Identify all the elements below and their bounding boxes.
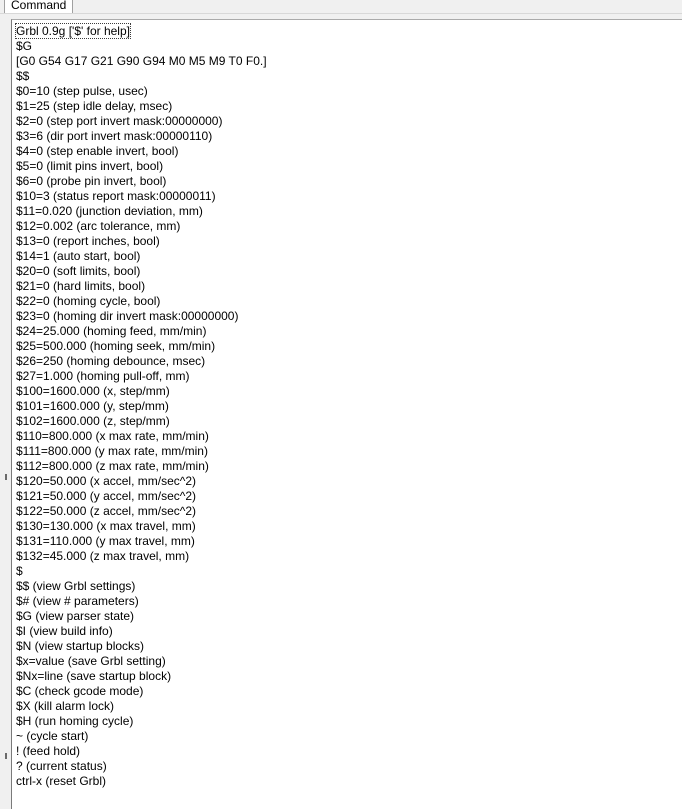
console-line-text: $G (view parser state) bbox=[16, 609, 135, 623]
console-line bbox=[16, 669, 682, 684]
console-line bbox=[16, 519, 682, 534]
console-line bbox=[16, 429, 682, 444]
console-line bbox=[16, 549, 682, 564]
console-line-text: $13=0 (report inches, bool) bbox=[16, 234, 160, 248]
console-line-text: Grbl 0.9g ['$' for help] bbox=[16, 24, 130, 38]
console-line-text: $$ (view Grbl settings) bbox=[16, 579, 136, 593]
console-line bbox=[16, 639, 682, 654]
console-line bbox=[16, 504, 682, 519]
console-line-text: $23=0 (homing dir invert mask:00000000) bbox=[16, 309, 239, 323]
console-line bbox=[16, 204, 682, 219]
console-line-text: $6=0 (probe pin invert, bool) bbox=[16, 174, 167, 188]
console-line-text: $1=25 (step idle delay, msec) bbox=[16, 99, 173, 113]
console-line bbox=[16, 699, 682, 714]
console-line bbox=[16, 489, 682, 504]
console-line bbox=[16, 729, 682, 744]
console-line bbox=[16, 189, 682, 204]
console-line-text: $11=0.020 (junction deviation, mm) bbox=[16, 204, 203, 218]
console-line-text: ~ (cycle start) bbox=[16, 729, 89, 743]
console-line bbox=[16, 129, 682, 144]
tab-divider bbox=[0, 13, 682, 14]
console-line-text: $X (kill alarm lock) bbox=[16, 699, 115, 713]
console-line bbox=[16, 219, 682, 234]
console-line-text: $5=0 (limit pins invert, bool) bbox=[16, 159, 164, 173]
console-line-text: $3=6 (dir port invert mask:00000110) bbox=[16, 129, 213, 143]
console-line-text: $20=0 (soft limits, bool) bbox=[16, 264, 141, 278]
console-line bbox=[16, 144, 682, 159]
console-line-text: $G bbox=[16, 39, 33, 53]
console-line bbox=[16, 474, 682, 489]
console-line-text: $22=0 (homing cycle, bool) bbox=[16, 294, 161, 308]
console-line bbox=[16, 234, 682, 249]
console-line bbox=[16, 339, 682, 354]
console-line bbox=[16, 759, 682, 774]
console-line bbox=[16, 174, 682, 189]
console-line bbox=[16, 69, 682, 84]
console-line bbox=[16, 624, 682, 639]
console-line bbox=[16, 774, 682, 789]
console-line bbox=[16, 384, 682, 399]
console-line bbox=[16, 264, 682, 279]
console-line-text: $C (check gcode mode) bbox=[16, 684, 144, 698]
console-line bbox=[16, 564, 682, 579]
console-line-text: $$ bbox=[16, 69, 30, 83]
console-line bbox=[16, 54, 682, 69]
console-line bbox=[16, 579, 682, 594]
console-line bbox=[16, 159, 682, 174]
console-line bbox=[16, 114, 682, 129]
console-line-text: $120=50.000 (x accel, mm/sec^2) bbox=[16, 474, 197, 488]
console-line-text: $25=500.000 (homing seek, mm/min) bbox=[16, 339, 216, 353]
left-gutter bbox=[0, 14, 11, 809]
console-line bbox=[16, 609, 682, 624]
console-line bbox=[16, 684, 682, 699]
console-lines bbox=[12, 20, 682, 789]
console-line-text: $H (run homing cycle) bbox=[16, 714, 134, 728]
console-line-text: $26=250 (homing debounce, msec) bbox=[16, 354, 206, 368]
console-line-text: $14=1 (auto start, bool) bbox=[16, 249, 141, 263]
console-line-text: $130=130.000 (x max travel, mm) bbox=[16, 519, 196, 533]
console-line bbox=[16, 309, 682, 324]
console-line bbox=[16, 354, 682, 369]
console-line bbox=[16, 444, 682, 459]
console-line bbox=[16, 414, 682, 429]
console-line bbox=[16, 534, 682, 549]
console-line-text: $122=50.000 (z accel, mm/sec^2) bbox=[16, 504, 197, 518]
console-line-text: $21=0 (hard limits, bool) bbox=[16, 279, 146, 293]
console-line-text: $111=800.000 (y max rate, mm/min) bbox=[16, 444, 208, 458]
gutter-marker bbox=[5, 474, 7, 480]
console-line bbox=[16, 249, 682, 264]
console-line-text: $# (view # parameters) bbox=[16, 594, 139, 608]
gutter-marker bbox=[5, 753, 7, 759]
console-line-text: $4=0 (step enable invert, bool) bbox=[16, 144, 179, 158]
console-line-text: [G0 G54 G17 G21 G90 G94 M0 M5 M9 T0 F0.] bbox=[16, 54, 267, 68]
tab-strip bbox=[0, 0, 682, 14]
console-line-text: $101=1600.000 (y, step/mm) bbox=[16, 399, 169, 413]
console-line bbox=[16, 39, 682, 54]
console-line bbox=[16, 369, 682, 384]
console-line-text: ctrl-x (reset Grbl) bbox=[16, 774, 106, 788]
console-line-text: $121=50.000 (y accel, mm/sec^2) bbox=[16, 489, 197, 503]
console-line-text: $131=110.000 (y max travel, mm) bbox=[16, 534, 195, 548]
console-line bbox=[16, 294, 682, 309]
console-line-text: $12=0.002 (arc tolerance, mm) bbox=[16, 219, 181, 233]
console-line-text: $2=0 (step port invert mask:00000000) bbox=[16, 114, 223, 128]
console-line-text: $27=1.000 (homing pull-off, mm) bbox=[16, 369, 190, 383]
console-line-text: $112=800.000 (z max rate, mm/min) bbox=[16, 459, 209, 473]
console-line-text: $ bbox=[16, 564, 23, 578]
console-line bbox=[16, 459, 682, 474]
console-line-text: $x=value (save Grbl setting) bbox=[16, 654, 166, 668]
console-line-text: $10=3 (status report mask:00000011) bbox=[16, 189, 216, 203]
console-line bbox=[16, 744, 682, 759]
console-line-text: ? (current status) bbox=[16, 759, 107, 773]
console-line-text: $I (view build info) bbox=[16, 624, 113, 638]
console-line-text: $100=1600.000 (x, step/mm) bbox=[16, 384, 170, 398]
tab-command[interactable]: Command bbox=[4, 0, 73, 13]
console-line-text: $Nx=line (save startup block) bbox=[16, 669, 172, 683]
console-line bbox=[16, 24, 682, 39]
console-line bbox=[16, 324, 682, 339]
console-line-text: $102=1600.000 (z, step/mm) bbox=[16, 414, 170, 428]
console-line-text: $N (view startup blocks) bbox=[16, 639, 145, 653]
console-line bbox=[16, 399, 682, 414]
console-line bbox=[16, 714, 682, 729]
console-line bbox=[16, 594, 682, 609]
console-line-text: $110=800.000 (x max rate, mm/min) bbox=[16, 429, 209, 443]
console-output[interactable] bbox=[11, 19, 682, 809]
console-line bbox=[16, 99, 682, 114]
console-line bbox=[16, 654, 682, 669]
console-line bbox=[16, 279, 682, 294]
console-line bbox=[16, 84, 682, 99]
console-line-text: $24=25.000 (homing feed, mm/min) bbox=[16, 324, 207, 338]
console-line-text: $0=10 (step pulse, usec) bbox=[16, 84, 148, 98]
console-line-text: $132=45.000 (z max travel, mm) bbox=[16, 549, 190, 563]
console-line-text: ! (feed hold) bbox=[16, 744, 81, 758]
